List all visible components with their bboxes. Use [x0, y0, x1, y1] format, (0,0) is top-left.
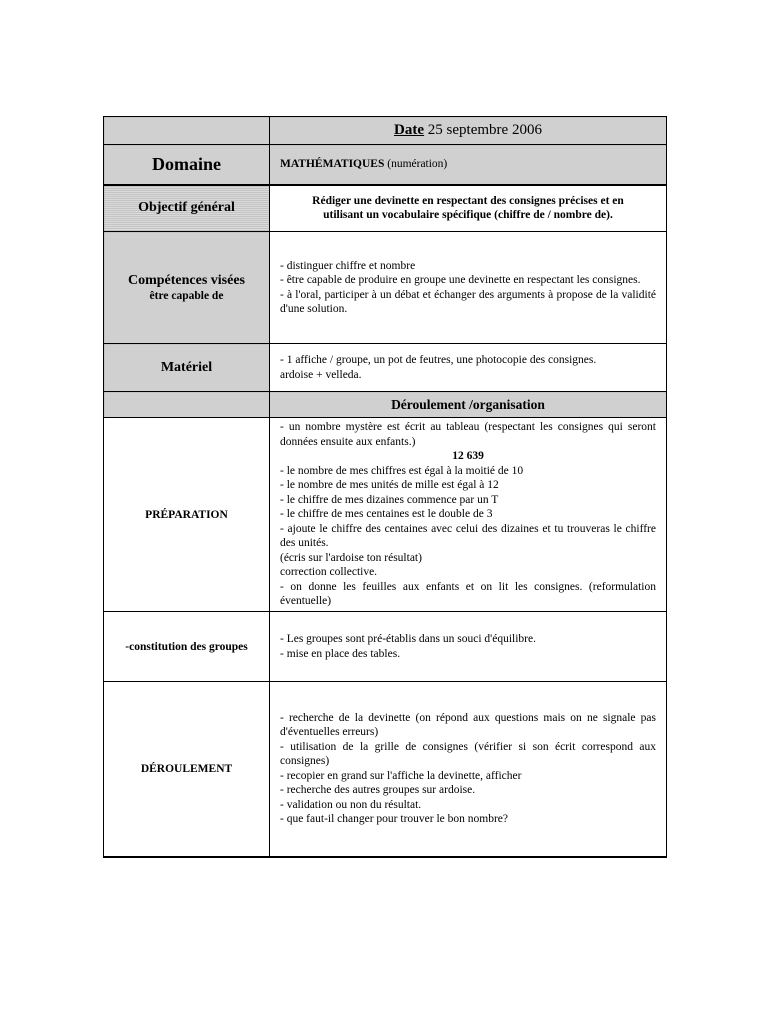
- deroulement-line: - recopier en grand sur l'affiche la devinette, afficher: [280, 769, 522, 782]
- preparation-line: - on donne les feuilles aux enfants et on lit les consignes. (reformulation éventuelle): [280, 580, 656, 608]
- preparation-line: - le chiffre de mes centaines est le double de 3: [280, 508, 493, 521]
- groupes-content: [270, 612, 667, 682]
- preparation-row: [104, 418, 667, 612]
- competence-item: - à l'oral, participer à un débat et échanger des arguments à propose de la validité d'une solution.: [280, 288, 656, 315]
- competence-item: - être capable de produire en groupe une devinette en respectant les consignes.: [280, 274, 641, 286]
- objectif-label: Objectif général: [104, 185, 270, 232]
- groupes-label: -constitution des groupes: [104, 612, 270, 682]
- domaine-subject: MATHÉMATIQUES: [280, 158, 385, 171]
- preparation-line: - le nombre de mes unités de mille est égal à 12: [280, 479, 499, 492]
- materiel-row: [104, 344, 667, 392]
- competences-label-cell: [104, 232, 270, 344]
- groupes-row: [104, 612, 667, 682]
- competences-content: [270, 232, 667, 344]
- deroulement-line: - recherche de la devinette (on répond aux questions mais on ne signale pas d'éventuelles erreurs): [280, 711, 656, 739]
- lesson-plan-sheet: [103, 116, 666, 858]
- domaine-subject-cell: [270, 145, 667, 185]
- date-row-left: [104, 117, 270, 145]
- deroulement-line: - validation ou non du résultat.: [280, 798, 422, 811]
- deroulement-line: - utilisation de la grille de consignes (vérifier si son écrit correspond aux consignes): [280, 740, 656, 768]
- groupes-line: - mise en place des tables.: [280, 647, 401, 660]
- objectif-text: [270, 185, 667, 232]
- lesson-plan-table: [103, 116, 667, 858]
- deroulement-line: - recherche des autres groupes sur ardoise.: [280, 784, 476, 797]
- domaine-label: Domaine: [104, 145, 270, 185]
- deroulement-label: DÉROULEMENT: [104, 682, 270, 857]
- date-cell: [270, 117, 667, 145]
- deroulement-content: [270, 682, 667, 857]
- deroulement-line: - que faut-il changer pour trouver le bon nombre?: [280, 813, 508, 826]
- mystery-number: 12 639: [452, 450, 484, 463]
- competences-label: Compétences visées: [127, 273, 246, 288]
- competence-item: - distinguer chiffre et nombre: [280, 259, 416, 272]
- objectif-line-1: Rédiger une devinette en respectant des consignes précises et en: [312, 194, 624, 207]
- objectif-line-2: utilisant un vocabulaire spécifique (chiffre de / nombre de).: [323, 209, 613, 222]
- deroulement-row: [104, 682, 667, 857]
- preparation-line: correction collective.: [280, 566, 378, 579]
- date-value: 25 septembre 2006: [427, 122, 542, 138]
- preparation-line: - le chiffre de mes dizaines commence par un T: [280, 493, 499, 506]
- competences-sublabel: être capable de: [149, 290, 224, 302]
- objectif-row: [104, 185, 667, 232]
- groupes-line: - Les groupes sont pré-établis dans un souci d'équilibre.: [280, 633, 536, 645]
- deroulement-header: Déroulement /organisation: [270, 392, 667, 418]
- preparation-label: PRÉPARATION: [104, 418, 270, 612]
- domaine-row: [104, 145, 667, 185]
- materiel-label: Matériel: [104, 344, 270, 392]
- materiel-content: [270, 344, 667, 392]
- preparation-line: - le nombre de mes chiffres est égal à la moitié de 10: [280, 464, 524, 477]
- date-label: Date: [394, 122, 425, 138]
- deroulement-header-left: [104, 392, 270, 418]
- materiel-line: - 1 affiche / groupe, un pot de feutres, une photocopie des consignes.: [280, 354, 597, 366]
- date-row: [104, 117, 667, 145]
- preparation-line: (écris sur l'ardoise ton résultat): [280, 551, 422, 564]
- preparation-line: - ajoute le chiffre des centaines avec celui des dizaines et tu trouveras le chiffre des unités.: [280, 522, 656, 550]
- deroulement-header-row: [104, 392, 667, 418]
- domaine-subject-note: (numération): [387, 158, 448, 171]
- preparation-intro: - un nombre mystère est écrit au tableau (respectant les consignes qui seront données ensuite aux enfants.): [280, 421, 656, 448]
- materiel-line: ardoise + velleda.: [280, 368, 362, 381]
- competences-row: [104, 232, 667, 344]
- preparation-content: [270, 418, 667, 612]
